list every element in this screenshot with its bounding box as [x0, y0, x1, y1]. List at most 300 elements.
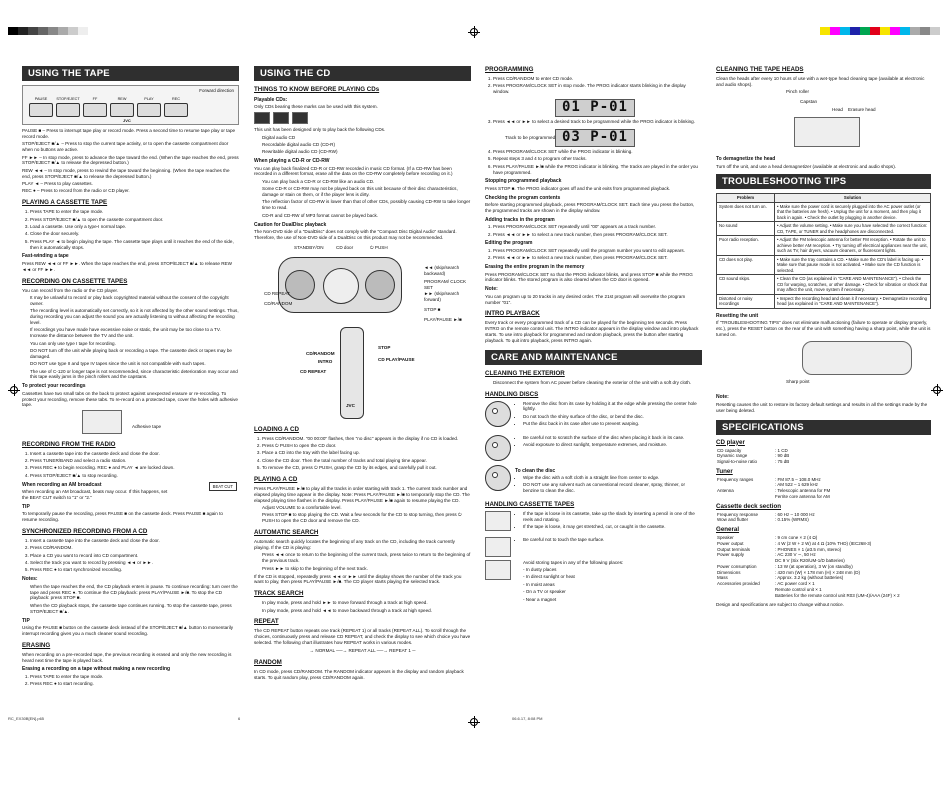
- heading-track-search: TRACK SEARCH: [254, 590, 304, 598]
- cd-random-label: CD/RANDOM: [264, 300, 293, 306]
- repeat-chart: → NORMAL ──→ REPEAT ALL ──→ REPEAT 1 ─: [309, 648, 416, 654]
- remote-stop-label: STOP: [378, 344, 391, 350]
- gray-swatch: [78, 27, 88, 35]
- color-swatch-bar: [820, 27, 940, 35]
- color-swatch: [910, 27, 920, 35]
- play-pause-label: PLAY/PAUSE ►/■: [424, 316, 462, 322]
- cassette-list-2: [515, 537, 702, 555]
- list-item: - In direct sunlight or heat: [523, 574, 575, 580]
- spec-label: Accessories provided: [717, 581, 760, 587]
- spec-label: Frequency response: [717, 511, 759, 517]
- step-item: 2. Press ◄◄ or ►► to select a new track number, then press PROGRAM/CLOCK SET.: [493, 232, 702, 238]
- cassette-tape-icon: [485, 537, 511, 557]
- key-label: PAUSE: [34, 97, 48, 101]
- spec-heading: Tuner: [716, 467, 733, 475]
- heading-erasing: ERASING: [22, 641, 51, 649]
- key-button-icon: [164, 103, 188, 117]
- spec-label: Wow and flutter: [717, 517, 749, 523]
- spec-value: DC 9 V (Six R20/UM-1/D batteries): [775, 558, 845, 564]
- standby-label: STANDBY/ON: [294, 244, 324, 250]
- note-text: You can program up to 20 tracks in any desired order. The 21st program will overwrite the program number "01".: [485, 293, 686, 305]
- disc-list-2: [515, 435, 702, 459]
- edit-steps: [485, 248, 702, 261]
- key-descriptions: [22, 128, 239, 194]
- heading-demag: To demagnetize the head: [716, 156, 776, 163]
- step-item: 2. Press ◄◄ or ►► to select a new track number, then press PROGRAM/CLOCK SET.: [493, 255, 702, 261]
- color-swatch: [870, 27, 880, 35]
- list-item: • Avoid exposure to direct sunlight, temperature extremes, and moisture.: [523, 442, 702, 448]
- note-item: • The use of C-120 or longer tape is not recommended, since characteristic deterioration may occur and this tape easily jams in the pinch rollers and the capstans.: [30, 369, 239, 381]
- spec-value: : PHONES × 1 (ø3.5 mm, stereo): [775, 546, 842, 552]
- step-item: 4. Select the track you want to record by pressing ◄◄ or ►►.: [30, 560, 239, 566]
- playing-text: Press PLAY/PAUSE ►/■ to play all the tracks in order starting with track 1. The current track number and elapsed playing time appear in the display. Note: Press PLAY/PAUSE ►/■ to temporarily stop the CD. The elapsed playing time flashes in the display. Press PLAY/PAUSE ►/■ again to resume playing the CD.: [254, 485, 470, 503]
- heading-random: RANDOM: [254, 658, 282, 666]
- step-item: 5. Press REC ● to start synchronized recording.: [30, 567, 239, 573]
- tip-text: To temporarily pause the recording, press PAUSE ■ on the cassette deck. Press PAUSE ■ again to resume recording.: [22, 511, 223, 523]
- reset-note-text: Resetting causes the unit to restore its factory default settings and results in all the settings made by the user being deleted.: [716, 401, 928, 413]
- list-item: • DO NOT use any solvent such as conventional record cleaner, spray, thinner, or benzine to clean the disc.: [523, 482, 702, 494]
- spec-row: [716, 494, 931, 500]
- lcd-figure-2: [485, 127, 702, 149]
- cd-door-label: CD door: [336, 244, 354, 250]
- problem-header: Problem: [717, 194, 775, 203]
- step-item: 5. To remove the CD, press ⏻ PUSH, grasp the CD by its edges, and carefully pull it out.: [262, 465, 471, 471]
- spec-label: Power consumption: [717, 563, 757, 569]
- unit-list: [254, 135, 471, 156]
- step-item: 2. Press STOP/EJECT ■/▲ to open the cassette compartment door.: [30, 217, 239, 223]
- problem-cell: System does not turn on.: [717, 202, 775, 222]
- key-label: STOP/EJECT: [56, 97, 80, 101]
- cassette-key: [29, 97, 53, 117]
- step-item: 1. Insert a cassette tape into the cassette deck and close the door.: [30, 538, 239, 544]
- heading-intro: INTRO PLAYBACK: [485, 310, 540, 318]
- step-item: 2. Press CD/RANDOM.: [30, 545, 239, 551]
- list-item: • Press ►► to skip to the beginning of the next track.: [262, 566, 471, 572]
- step-item: 5. Repeat steps 3 and 4 to program other tracks.: [493, 156, 702, 162]
- list-item: • You can play back a CD-R or CD-RW like an audio CD.: [262, 179, 471, 185]
- solution-cell: • Make sure the tray contains a CD. • Make sure the CD's label is facing up. • Make sure that pause mode is not activated. • Make sure the CD function is selected.: [775, 255, 931, 275]
- track-label: Track to be programmed: [505, 134, 556, 140]
- adhesive-figure: [22, 410, 239, 436]
- gray-scale-bar: [8, 27, 88, 35]
- erasing-text: When recording on a pre-recorded tape, the previous recording is erased and only the new recording is heard next time the tape is played back.: [22, 651, 232, 663]
- heading-cassettes: HANDLING CASSETTE TAPES: [485, 501, 575, 509]
- column-using-tape: [22, 66, 239, 711]
- spec-table: [716, 448, 931, 465]
- step-item: 2. Press REC ● to start recording.: [30, 681, 239, 687]
- boombox-rear-icon: [802, 341, 912, 375]
- section-header: TROUBLESHOOTING TIPS: [716, 174, 931, 189]
- cassette-key: [137, 97, 161, 117]
- spec-label: Dimensions: [717, 569, 741, 575]
- step-item: 1. Press CD/RANDOM to enter CD mode.: [493, 76, 702, 82]
- note-item: • You can only use type I tape for recording.: [30, 341, 239, 347]
- problem-cell: CD sound skips.: [717, 275, 775, 295]
- sync-steps: [22, 538, 239, 573]
- cassette-key: [164, 97, 188, 117]
- list-item: • Wipe the disc with a soft cloth in a straight line from center to edge.: [523, 475, 702, 481]
- solution-cell: • Make sure the power cord is securely plugged into the AC power outlet (or that the batteries are fresh). • Unplug the unit for a moment, and then plug it back in again. • Check the outlet by plugging in another device.: [775, 202, 931, 222]
- disc-cleaning-icon: [485, 465, 511, 491]
- radio-steps: [22, 451, 239, 479]
- color-swatch: [880, 27, 890, 35]
- cassette-pencil-icon: [485, 511, 511, 531]
- cassette-key: [110, 97, 134, 117]
- solution-cell: • Clean the CD (as explained in "CARE AND MAINTENANCE"). • Check the CD for warping, scratches, or other damage. • Check for vibration or shock that may affect the unit, move system if necessary.: [775, 275, 931, 295]
- clean-heads-text: Clean the heads after every 10 hours of use with a wet-type head cleaning tape (available at electronic and audio shops).: [716, 75, 925, 87]
- spec-row: [716, 459, 931, 465]
- list-item: • Recordable digital audio CD (CD-R): [262, 142, 471, 148]
- footer-page: 6: [238, 716, 241, 721]
- cassette-key: [83, 97, 107, 117]
- table-row: [717, 255, 931, 275]
- list-item: - In dusty places: [523, 567, 557, 573]
- solution-header: Solution: [775, 194, 931, 203]
- heading-erase-prog: Erasing the entire program in the memory: [485, 264, 585, 271]
- pinch-roller-label: Pinch roller: [786, 89, 809, 95]
- cassette-icon: [82, 410, 122, 434]
- list-item: • Be careful not to touch the tape surface.: [523, 537, 702, 543]
- spec-value: : Telescopic antenna for FM: [775, 488, 831, 494]
- gray-swatch: [48, 27, 58, 35]
- cdr-list: [254, 179, 471, 219]
- heading-erase-sub: Erasing a recording on a tape without making a new recording: [22, 666, 171, 673]
- list-item: • Adjust VOLUME to a comfortable level.: [262, 505, 471, 511]
- key-label: PLAY: [144, 97, 154, 101]
- list-item: • Do not touch the shiny surface of the disc, or bend the disc.: [523, 414, 702, 420]
- step-item: 5. Press PLAY ◄ to begin playing the tape. The cassette tape plays until it reaches the end of the side, then it automatically stops.: [30, 239, 239, 251]
- step-text: 3. Press ◄◄ or ►► to select a desired track to be programmed while the PROG indicator is blinking.: [493, 119, 702, 125]
- track-list: [254, 600, 471, 613]
- fast-wind-text: Press REW ◄◄ or FF ►►. When the tape reaches the end, press STOP/EJECT ■/▲ to release REW ◄◄ or FF ►►.: [22, 260, 232, 272]
- disc-list-1: [515, 401, 702, 429]
- section-header: USING THE TAPE: [22, 66, 239, 81]
- step-item: 3. Place a CD you want to record into CD compartment.: [30, 553, 239, 559]
- spec-note: Design and specifications are subject to change without notice.: [716, 602, 844, 608]
- spec-value: : FM 87.5 – 108.0 MHz: [775, 476, 821, 482]
- step-item: 4. Press PROGRAM/CLOCK SET while the PROG indicator is blinking.: [493, 149, 702, 155]
- lcd-display: 01 P-01: [555, 99, 635, 117]
- capstan-label: Capstan: [800, 99, 818, 105]
- color-swatch: [820, 27, 830, 35]
- playing-list: [254, 505, 471, 524]
- step-item: 1. Press PROGRAM/CLOCK SET repeatedly until the program number you want to edit appears.: [493, 248, 702, 254]
- spec-label: Mass: [717, 575, 728, 581]
- cassette-list-1: [515, 511, 702, 532]
- key-button-icon: [83, 103, 107, 117]
- note-item: • If recordings you have made have excessive noise or static, the unit may be too close to a TV. Increase the distance between the TV and the unit.: [30, 327, 239, 339]
- heading-stop-prog: Stopping programmed playback: [485, 178, 562, 185]
- heading-am: When recording an AM broadcast: [22, 481, 102, 488]
- sharp-point-label: Sharp point: [786, 379, 810, 385]
- intro-text: Every track or every programmed track of a CD can be played for the beginning ten seconds. Press INTRO on the remote control unit. The INTRO indicator appears in the display window and intro playback starts. To use intro playback for programmed and random playback, press the button after starting playback. To quit intro playback, press INTRO again.: [485, 320, 699, 343]
- spec-row: [716, 593, 931, 599]
- list-item: • Remove the disc from its case by holding it at the edge while pressing the center hole lightly.: [523, 401, 702, 413]
- registration-mark-icon: [931, 384, 943, 396]
- spec-value: : 90 dB: [775, 453, 790, 459]
- list-item: • Put the disc back in its case after use to prevent warping.: [523, 421, 702, 427]
- problem-cell: CD does not play.: [717, 255, 775, 275]
- gray-swatch: [18, 27, 28, 35]
- color-swatch: [830, 27, 840, 35]
- color-swatch: [920, 27, 930, 35]
- column-troubleshooting: [716, 66, 931, 711]
- step-item: 4. Close the door securely.: [30, 231, 239, 237]
- spec-value: : 13 W (at operation), 3 W (on standby): [775, 563, 853, 569]
- heading-cdr: When playing a CD-R or CD-RW: [254, 158, 330, 165]
- step-item: 4. Close the CD door. Then the total number of tracks and total playing time appear.: [262, 458, 471, 464]
- random-text: In CD mode, press CD/RANDOM. The RANDOM indicator appears in the display and random playback starts. To quit random play, press CD/RANDOM again.: [254, 668, 464, 680]
- lcd-figure-1: [485, 97, 702, 119]
- compact-disc-mark-icon: [254, 112, 270, 124]
- erase-steps: [22, 674, 239, 687]
- section-header: USING THE CD: [254, 66, 471, 81]
- gray-swatch: [28, 27, 38, 35]
- heading-sync: SYNCHRONIZED RECORDING FROM A CD: [22, 528, 148, 535]
- spec-value: : AM 522 – 1 629 kHz: [775, 482, 819, 488]
- color-swatch: [840, 27, 850, 35]
- remote-cd-random-label: CD/RANDOM: [306, 350, 335, 356]
- heading-auto-search: AUTOMATIC SEARCH: [254, 529, 319, 537]
- cd-controls-diagram: [254, 245, 471, 421]
- heading-note: Note:: [485, 286, 498, 293]
- load-steps: [254, 436, 471, 471]
- heading-recording: RECORDING ON CASSETTE TAPES: [22, 277, 128, 285]
- heading-loading: LOADING A CD: [254, 425, 299, 433]
- heading-fast-wind: Fast-winding a tape: [22, 253, 69, 260]
- auto-text2: If the CD is stopped, repeatedly press ◄◄ or ►► until the display shows the number of the track you want to play, then press PLAY/PAUSE ►/■. The CD player starts playing the selected track.: [254, 573, 462, 585]
- key-description: REW ◄◄ – In stop mode, press to rewind the tape toward the beginning. (When the tape reaches the end, press STOP/EJECT ■/▲ to release the depressed button.): [22, 167, 230, 179]
- spec-label: Dynamic range: [717, 453, 748, 459]
- spec-value: : 75 dB: [775, 459, 790, 465]
- spec-value: Remote control unit × 1: [775, 586, 822, 592]
- heading-playing-tape: PLAYING A CASSETTE TAPE: [22, 199, 108, 207]
- key-description: FF ►► – In stop mode, press to advance the tape toward the end. (When the tape reaches the end, press STOP/EJECT ■/▲ to release the depressed button.): [22, 154, 239, 166]
- list-item: • The reflection factor of CD-RW is lower than that of other CDs, possibly causing CD-RW to take longer time to read.: [262, 199, 471, 211]
- spec-heading: Cassette deck section: [716, 502, 781, 510]
- erasure-head-label: Erasure head: [848, 107, 876, 113]
- spec-table: [716, 512, 931, 524]
- forward-label: Forward direction: [199, 88, 234, 93]
- step-item: 3. Press REC ● to begin recording. REC ● and PLAY ◄ are locked down.: [30, 465, 239, 471]
- table-row: [717, 236, 931, 256]
- list-item: • If the tape is loose in its cassette, take up the slack by inserting a pencil in one of the reels and rotating.: [523, 511, 702, 523]
- cd-marks: [254, 112, 471, 124]
- column-using-cd: [254, 66, 471, 711]
- heading-tip: TIP: [22, 503, 30, 510]
- cassette-keys-figure: [22, 85, 239, 125]
- disc-case-icon: [485, 435, 511, 461]
- spec-table: [716, 535, 931, 598]
- boombox-unit-icon: [278, 257, 402, 313]
- program-steps: [485, 76, 702, 95]
- cassette-storage-icon: [485, 560, 511, 580]
- am-text: When recording an AM broadcast, beats may occur. If this happens, set the BEAT CUT switch to "1" or "2.": [22, 489, 168, 500]
- list-item: - On a TV or speaker: [523, 589, 566, 595]
- adhesive-label: Adhesive tape: [132, 423, 162, 429]
- skip-back-label: ◄◄ (skip/search backward): [424, 264, 460, 276]
- heading-repeat: REPEAT: [254, 618, 279, 626]
- exterior-text: • Disconnect the system from AC power before cleaning the exterior of the unit with a soft dry cloth.: [493, 380, 702, 386]
- spec-value: : AC 230 V ∼, 50 Hz: [775, 552, 816, 558]
- spec-value: : 4 W (2 W + 2 W) at 4 Ω (10% THD) (IEC268-3): [775, 540, 872, 546]
- cassette-key-row: [29, 97, 188, 117]
- gray-swatch: [58, 27, 68, 35]
- table-row: [717, 275, 931, 295]
- cassette-list-3: [515, 560, 702, 604]
- troubleshooting-table: [716, 193, 931, 309]
- cassette-key: [56, 97, 80, 117]
- spec-label: Signal-to-noise ratio: [717, 459, 758, 465]
- heading-reset-note: Note:: [716, 394, 729, 401]
- heading-add: Adding tracks in the program: [485, 216, 555, 223]
- tape-head-assembly-icon: [794, 117, 860, 147]
- spec-value: : 9 cm cone × 2 (4 Ω): [775, 535, 818, 541]
- heading-playable: Playable CDs:: [254, 96, 288, 103]
- spec-value: : AC power cord × 1: [775, 581, 815, 587]
- auto-list: [254, 552, 471, 571]
- heading-clean-heads: CLEANING THE TAPE HEADS: [716, 66, 804, 73]
- heading-edit: Editing the program: [485, 240, 533, 247]
- key-label: FF: [92, 97, 98, 101]
- step-item: 6. Press PLAY/PAUSE ►/■ while the PROG indicator is blinking. The tracks are played in the order you have programmed.: [493, 164, 702, 176]
- note-item: • When the tape reaches the end, the CD playback enters in pause. To continue recording: turn over the tape and press REC ●. To continue the CD playback: press PLAY/PAUSE ►/■. To stop the CD playback: press STOP ■.: [30, 584, 239, 602]
- spec-label: Power output: [717, 540, 744, 546]
- note-item: • The recording level is automatically set correctly, so it is not affected by the other sound settings. Thus, during recording you can adjust the sound you are actually listening to without affecting the recording level.: [30, 308, 239, 326]
- heading-exterior: CLEANING THE EXTERIOR: [485, 369, 565, 377]
- note-item: • DO NOT use type II and type IV tapes since the unit is not compatible with such tapes.: [30, 361, 239, 367]
- spec-value: : 420 mm (W) × 178 mm (H) × 248 mm (D): [775, 569, 861, 575]
- footer-date: 06.6.17, 8:08 PM: [512, 716, 543, 721]
- brand-logo: JVC: [123, 117, 131, 123]
- skip-forward-label: ►► (skip/search forward): [424, 290, 460, 302]
- disc-handling-icon: [485, 401, 511, 427]
- key-description: PAUSE ■ – Press to interrupt tape play or record mode. Press a second time to resume tape play or tape record mode.: [22, 128, 236, 139]
- specifications: [716, 439, 931, 599]
- step-item: 1. Insert a cassette tape into the cassette deck and close the door.: [30, 451, 239, 457]
- check-text: Before starting programmed playback, press PROGRAM/CLOCK SET. Each time you press the button, the programmed tracks are shown in the display window.: [485, 202, 695, 213]
- color-swatch: [930, 27, 940, 35]
- registration-mark-icon: [468, 716, 480, 728]
- key-description: PLAY ◄ – Press to play cassettes.: [22, 181, 93, 186]
- step-item: 3. Load a cassette. Use only a type-I normal tape.: [30, 224, 239, 230]
- note-item: • DO NOT turn off the unit while playing back or recording a tape. The cassette deck or tapes may be damaged.: [30, 348, 239, 360]
- spec-value: Batteries for the remote control unit R03 (UM-4)/AAA (24F) × 2: [775, 592, 900, 598]
- recording-notes: [22, 295, 239, 380]
- spec-label: [716, 593, 774, 599]
- solution-cell: • Adjust the FM telescopic antenna for better FM reception. • Rotate the unit to achieve better AM reception. • Try turning off electrical appliances near the unit, such as TV, hair dryers, vacuum cleaners, or fluorescent lights.: [775, 236, 931, 256]
- step-item: 2. Press ⏻ PUSH to open the CD door.: [262, 443, 471, 449]
- spec-value: Ferrite core antenna for AM: [775, 493, 830, 499]
- list-item: - In moist areas: [523, 581, 555, 587]
- spec-row: [716, 517, 931, 523]
- heading-discs: HANDLING DISCS: [485, 390, 539, 398]
- key-label: REC: [171, 97, 181, 101]
- stop-prog-text: Press STOP ■. The PROG indicator goes off and the unit exits from programmed playback.: [485, 185, 671, 191]
- beat-cut-switch: BEAT CUT: [209, 482, 237, 491]
- heading-tip2: TIP: [22, 617, 30, 624]
- solution-cell: • Inspect the recording head and clean it if necessary. • Demagnetize recording head (as explained in "CARE AND MAINTENANCE").: [775, 294, 931, 308]
- push-label: ⏻ PUSH: [370, 244, 388, 250]
- spec-heading: CD player: [716, 438, 745, 446]
- spec-label: Frequency ranges: [717, 476, 754, 482]
- cd-repeat-label: CD REPEAT: [264, 290, 290, 296]
- list-item: • If the tape is loose, it may get stretched, cut, or caught in the cassette.: [523, 524, 702, 530]
- step-item: 1. Press TAPE to enter the tape mode.: [30, 674, 239, 680]
- solution-cell: • Adjust the volume setting. • Make sure you have selected the correct function: CD, TAPE, or TUNER and the headphones are disconnected.: [775, 222, 931, 236]
- heading-clean-disc: To clean the disc: [515, 467, 556, 474]
- cdr-text: You can play back finalized CD-R or CD-RW recorded in music CD format. (If a CD-RW has been recorded in a different format, erase all the data on the CD-RW completely before recording on it.): [254, 165, 453, 177]
- program-label: PROGRAM/ CLOCK SET: [424, 278, 467, 290]
- key-description: REC ● – Press to record from the radio or CD player.: [22, 188, 130, 194]
- step-item: 2. Press TUNER/BAND and select a radio station.: [30, 458, 239, 464]
- step-item: 4. Press STOP/EJECT ■/▲ to stop recording.: [30, 473, 239, 479]
- compact-disc-mark-icon: [292, 112, 308, 124]
- heading-playing-cd: PLAYING A CD: [254, 476, 298, 484]
- step-item: 3. Place a CD into the tray with the label facing up.: [262, 450, 471, 456]
- color-swatch: [900, 27, 910, 35]
- color-swatch: [850, 27, 860, 35]
- tip2-text: Using the PAUSE ■ button on the cassette deck instead of the STOP/EJECT ■/▲ button to momentarily interrupt recording gives you a much cleaner sound recording.: [22, 624, 234, 636]
- spec-heading: General: [716, 526, 740, 534]
- gray-swatch: [38, 27, 48, 35]
- add-steps: [485, 224, 702, 237]
- section-header: CARE AND MAINTENANCE: [485, 350, 702, 365]
- footer-file: RC_EX30B[EN].p65: [8, 716, 45, 721]
- table-row: [717, 222, 931, 236]
- dualdisc-text: The Non-DVD side of a "DualDisc" does not comply with the "Compact Disc Digital Audio" standard. Therefore, the use of Non-DVD side of a DualDisc on this product may not be recommended.: [254, 228, 457, 240]
- tape-heads-figure: [716, 89, 931, 153]
- key-label: REW: [117, 97, 127, 101]
- list-item: - Near a magnet: [523, 596, 557, 602]
- lcd-display: 03 P-01: [555, 129, 635, 147]
- erase-prog-text: Press PROGRAM/CLOCK SET so that the PROG indicator blinks, and press STOP ■ while the PROG indicator blinks. The stored program is also cleared when the CD door is opened.: [485, 271, 693, 283]
- list-item: • CD-R and CD-RW of MP3 format cannot be played back.: [262, 213, 471, 219]
- reset-figure: [716, 339, 931, 391]
- notes-list: [22, 584, 239, 615]
- heading-radio: RECORDING FROM THE RADIO: [22, 440, 116, 448]
- key-button-icon: [29, 103, 53, 117]
- step-item: 2. Press PROGRAM/CLOCK SET in stop mode. The PROG indicator starts blinking in the display window.: [493, 83, 702, 95]
- heading-protect: To protect your recordings: [22, 383, 86, 390]
- recording-intro: You can record from the radio or the CD player.: [22, 287, 119, 293]
- head-label: Head: [832, 107, 843, 113]
- list-item: • In play mode, press and hold ◄◄ to move backward through a track at high speed.: [262, 608, 471, 614]
- spec-label: Antenna: [717, 488, 734, 494]
- table-row: [717, 202, 931, 222]
- registration-mark-icon: [8, 384, 20, 396]
- table-row: [717, 294, 931, 308]
- gray-swatch: [68, 27, 78, 35]
- spec-value: : Approx. 3.2 kg (without batteries): [775, 575, 844, 581]
- spec-label: [716, 494, 774, 500]
- key-description: STOP/EJECT ■/▲ – Press to stop the current tape activity, or to open the cassette compartment door when no buttons are active.: [22, 141, 229, 153]
- spec-value: : 0.15% (WRMS): [775, 517, 809, 523]
- gray-swatch: [8, 27, 18, 35]
- note-item: • It may be unlawful to record or play back copyrighted material without the consent of the copyright owner.: [30, 295, 239, 307]
- heading-know: THINGS TO KNOW BEFORE PLAYING CDs: [254, 86, 380, 93]
- spec-value: : 1 CD: [775, 447, 788, 453]
- problem-cell: Distorted or noisy recordings: [717, 294, 775, 308]
- color-swatch: [860, 27, 870, 35]
- heading-programming: PROGRAMMING: [485, 66, 534, 73]
- key-button-icon: [137, 103, 161, 117]
- step-item: 1. Press CD/RANDOM. "00 00:00" flashes, then "no disc" appears in the display if no CD is loaded.: [262, 436, 471, 442]
- protect-text: Cassettes have two small tabs on the back to protect against unexpected erasure or re-recording. To protect your recording, remove these tabs. To re-record on a protected tape, cover the holes with adhesive tape.: [22, 390, 238, 408]
- unit-text: This unit has been designed only to play back the following CDs.: [254, 127, 386, 133]
- list-item: • Be careful not to scratch the surface of the disc when placing it back in its case.: [523, 435, 702, 441]
- spec-label: Speaker: [717, 535, 734, 541]
